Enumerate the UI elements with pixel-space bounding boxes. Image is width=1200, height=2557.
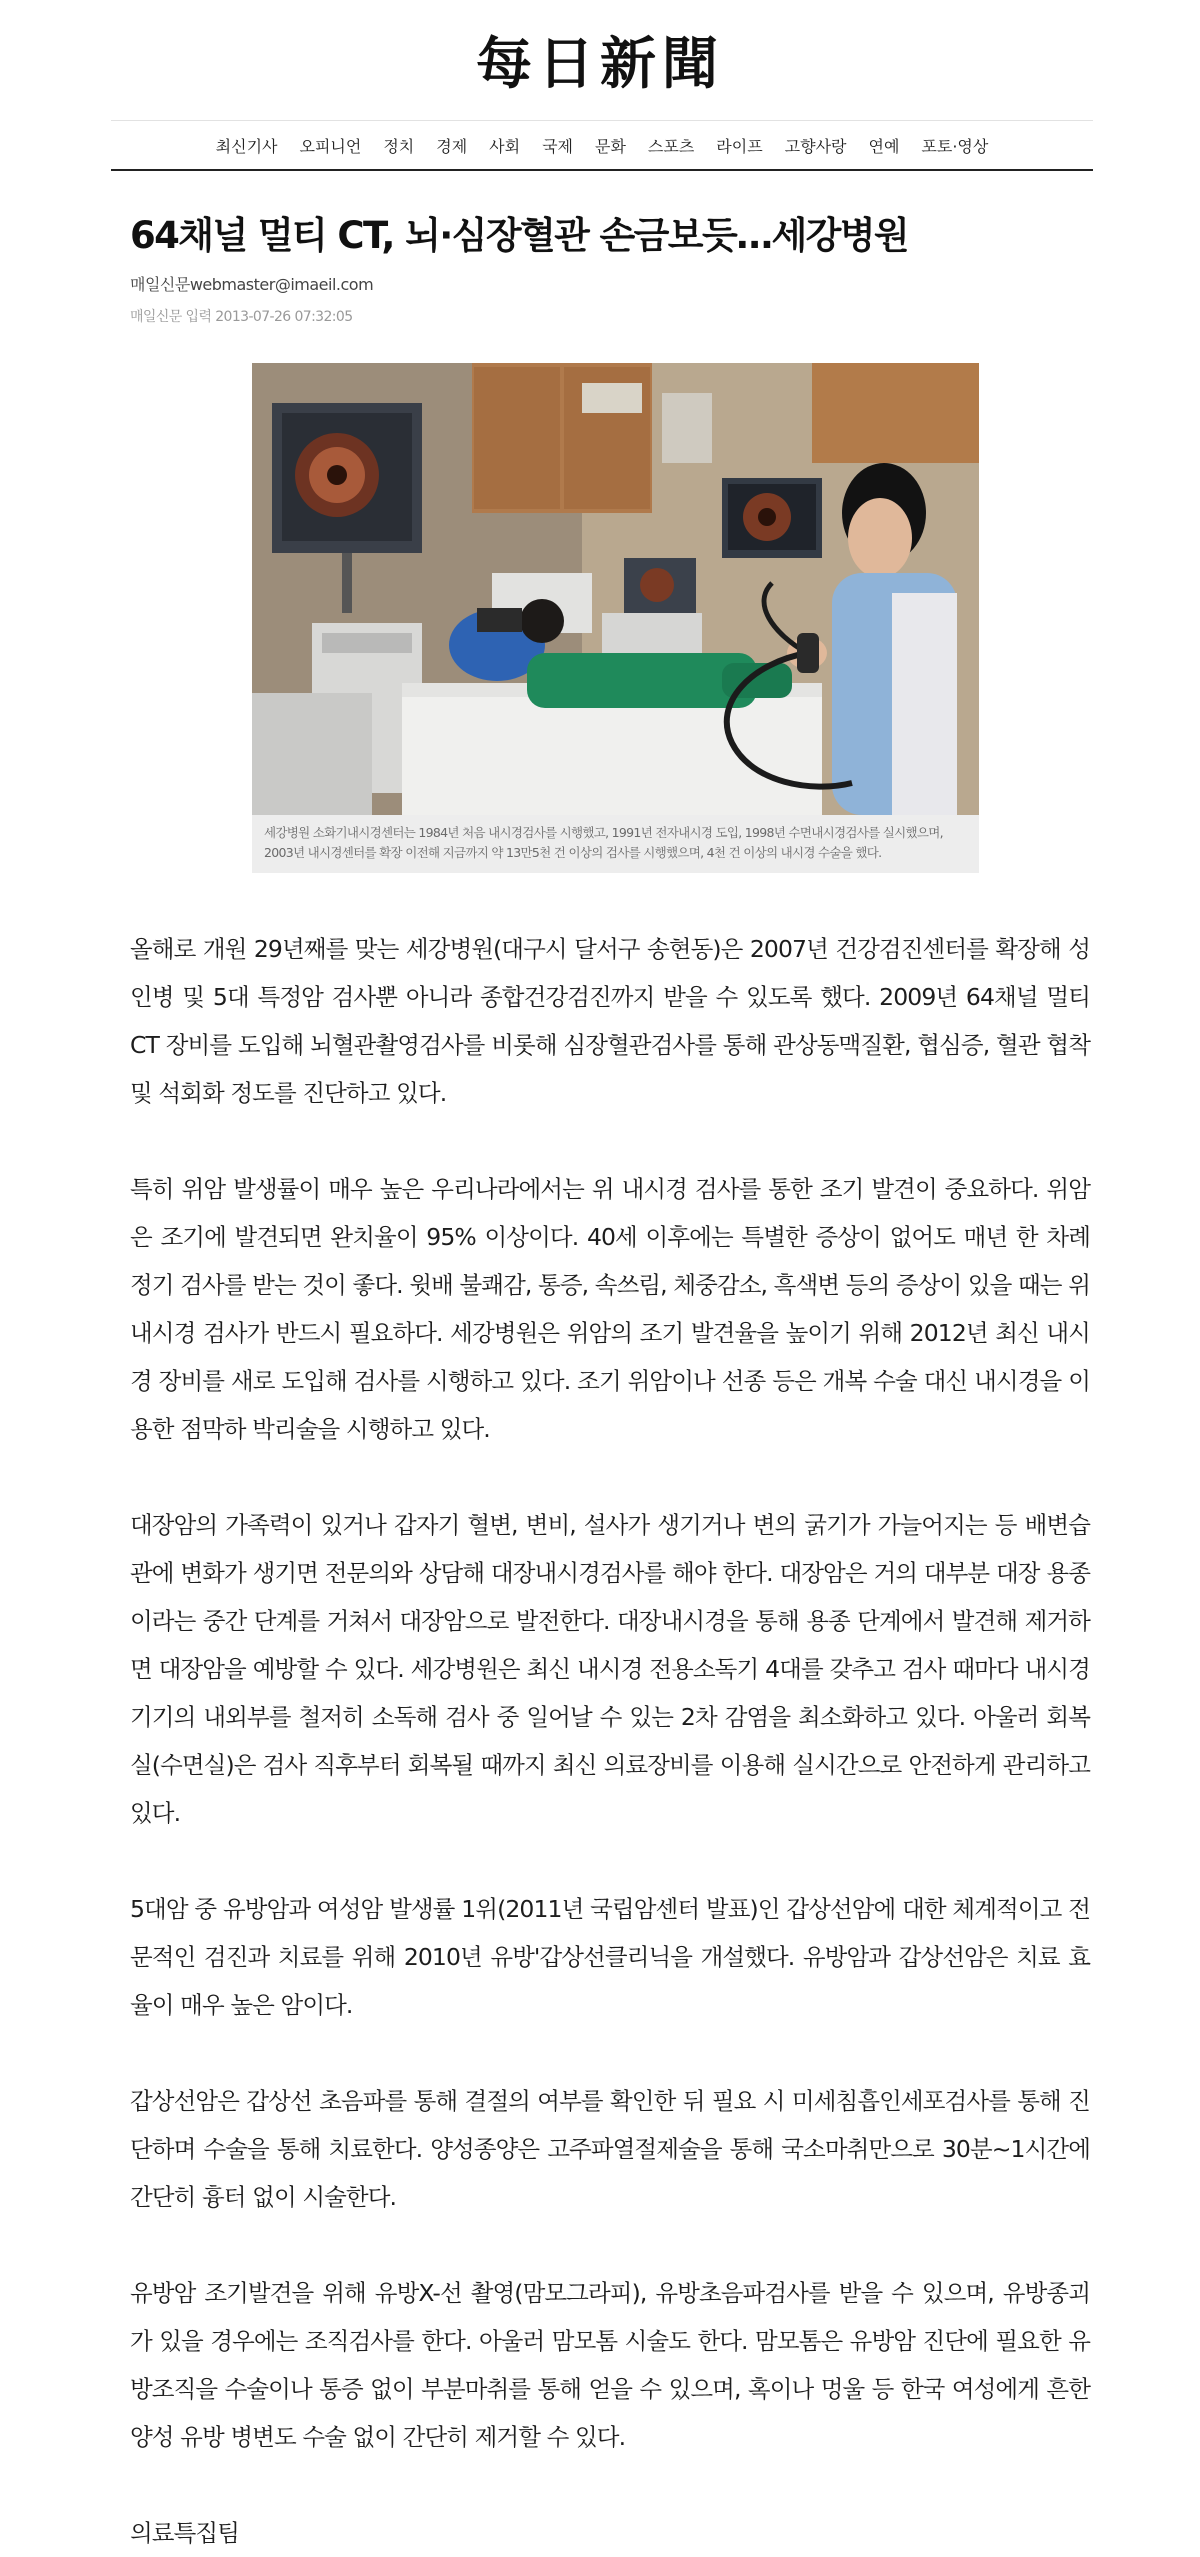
masthead: [0, 0, 1200, 120]
photo-caption: 세강병원 소화기내시경센터는 1984년 처음 내시경검사를 시행했고, 1991년 전자내시경 도입, 1998년 수면내시경검사를 실시했으며, 2003년 내시경센터를 확장 이전해 지금까지 약 13만5천 건 이상의 검사를 시행했으며, 4천 건 이상의 내시경 수술을 했다.: [264, 825, 943, 860]
article-figure: [252, 363, 979, 873]
nav-item-international[interactable]: 국제: [542, 136, 573, 156]
nav-item-opinion[interactable]: 오피니언: [299, 136, 362, 156]
nav-item-hometown[interactable]: 고향사랑: [784, 136, 847, 156]
nav-item-latest[interactable]: 최신기사: [215, 136, 278, 156]
article-paragraph: 5대암 중 유방암과 여성암 발생률 1위(2011년 국립암센터 발표)인 갑상선암에 대한 체계적이고 전문적인 검진과 치료를 위해 2010년 유방'갑상선클리닉을 개설했다. 유방암과 갑상선암은 치료 효율이 매우 높은 암이다.: [130, 1895, 1091, 2019]
top-navigation: [111, 120, 1093, 171]
article-photo[interactable]: [252, 363, 979, 815]
article-headline: 64채널 멀티 CT, 뇌·심장혈관 손금보듯…세강병원: [130, 214, 909, 257]
article-byline[interactable]: 매일신문webmaster@imaeil.com: [130, 275, 374, 294]
nav-item-economy[interactable]: 경제: [436, 136, 468, 156]
nav-item-photo-video[interactable]: 포토·영상: [921, 136, 989, 156]
article-paragraph: 대장암의 가족력이 있거나 갑자기 혈변, 변비, 설사가 생기거나 변의 굵기가 가늘어지는 등 배변습관에 변화가 생기면 전문의와 상담해 대장내시경검사를 해야 한다. 대장암은 거의 대부분 대장 용종이라는 중간 단계를 거쳐서 대장암으로 발전한다. 대장내시경을 통해 용종 단계에서 발견해 제거하면 대장암을 예방할 수 있다. 세강병원은 최신 내시경 전용소독기 4대를 갖추고 검사 때마다 내시경기기의 내외부를 철저히 소독해 검사 중 일어날 수 있는 2차 감염을 최소화하고 있다. 아울러 회복실(수면실)은 검사 직후부터 회복될 때까지 최신 의료장비를 이용해 실시간으로 안전하게 관리하고 있다.: [130, 1511, 1090, 1827]
article-paragraph: 올해로 개원 29년째를 맞는 세강병원(대구시 달서구 송현동)은 2007년 건강검진센터를 확장해 성인병 및 5대 특정암 검사뿐 아니라 종합건강검진까지 받을 수 있도록 했다. 2009년 64채널 멀티 CT 장비를 도입해 뇌혈관촬영검사를 비롯해 심장혈관검사를 통해 관상동맥질환, 협심증, 혈관 협착 및 석회화 정도를 진단하고 있다.: [130, 935, 1090, 1107]
article-paragraph: 특히 위암 발생률이 매우 높은 우리나라에서는 위 내시경 검사를 통한 조기 발견이 중요하다. 위암은 조기에 발견되면 완치율이 95% 이상이다. 40세 이후에는 특별한 증상이 없어도 매년 한 차례 정기 검사를 받는 것이 좋다. 윗배 불쾌감, 통증, 속쓰림, 체중감소, 흑색변 등의 증상이 있을 때는 위 내시경 검사가 반드시 필요하다. 세강병원은 위암의 조기 발견율을 높이기 위해 2012년 최신 내시경 장비를 새로 도입해 검사를 시행하고 있다. 조기 위암이나 선종 등은 개복 수술 대신 내시경을 이용한 점막하 박리술을 시행하고 있다.: [130, 1175, 1090, 1443]
nav-item-culture[interactable]: 문화: [595, 136, 626, 156]
article-paragraph: 갑상선암은 갑상선 초음파를 통해 결절의 여부를 확인한 뒤 필요 시 미세침흡인세포검사를 통해 진단하며 수술을 통해 치료한다. 양성종양은 고주파열절제술을 통해 국소마취만으로 30분~1시간에 간단히 흉터 없이 시술한다.: [130, 2087, 1090, 2211]
article-dateline: 매일신문 입력 2013-07-26 07:32:05: [130, 309, 353, 325]
newspaper-logo[interactable]: 每日新聞: [476, 31, 724, 97]
nav-bottom-divider: [111, 169, 1093, 171]
nav-item-sports[interactable]: 스포츠: [647, 136, 695, 156]
nav-item-life[interactable]: 라이프: [716, 136, 763, 156]
article-body: [130, 925, 1090, 2557]
article-paragraph: 유방암 조기발견을 위해 유방X-선 촬영(맘모그라피), 유방초음파검사를 받을 수 있으며, 유방종괴가 있을 경우에는 조직검사를 한다. 아울러 맘모톰 시술도 한다. 맘모톰은 유방암 진단에 필요한 유방조직을 수술이나 통증 없이 부분마취를 통해 얻을 수 있으며, 혹이나 멍울 등 한국 여성에게 흔한 양성 유방 병변도 수술 없이 간단히 제거할 수 있다.: [130, 2279, 1090, 2451]
article-signature: 의료특집팀: [130, 2519, 240, 2547]
nav-item-politics[interactable]: 정치: [383, 136, 415, 156]
nav-item-society[interactable]: 사회: [489, 136, 521, 156]
nav-item-entertainment[interactable]: 연예: [868, 136, 900, 156]
nav-menu: [111, 121, 1093, 169]
